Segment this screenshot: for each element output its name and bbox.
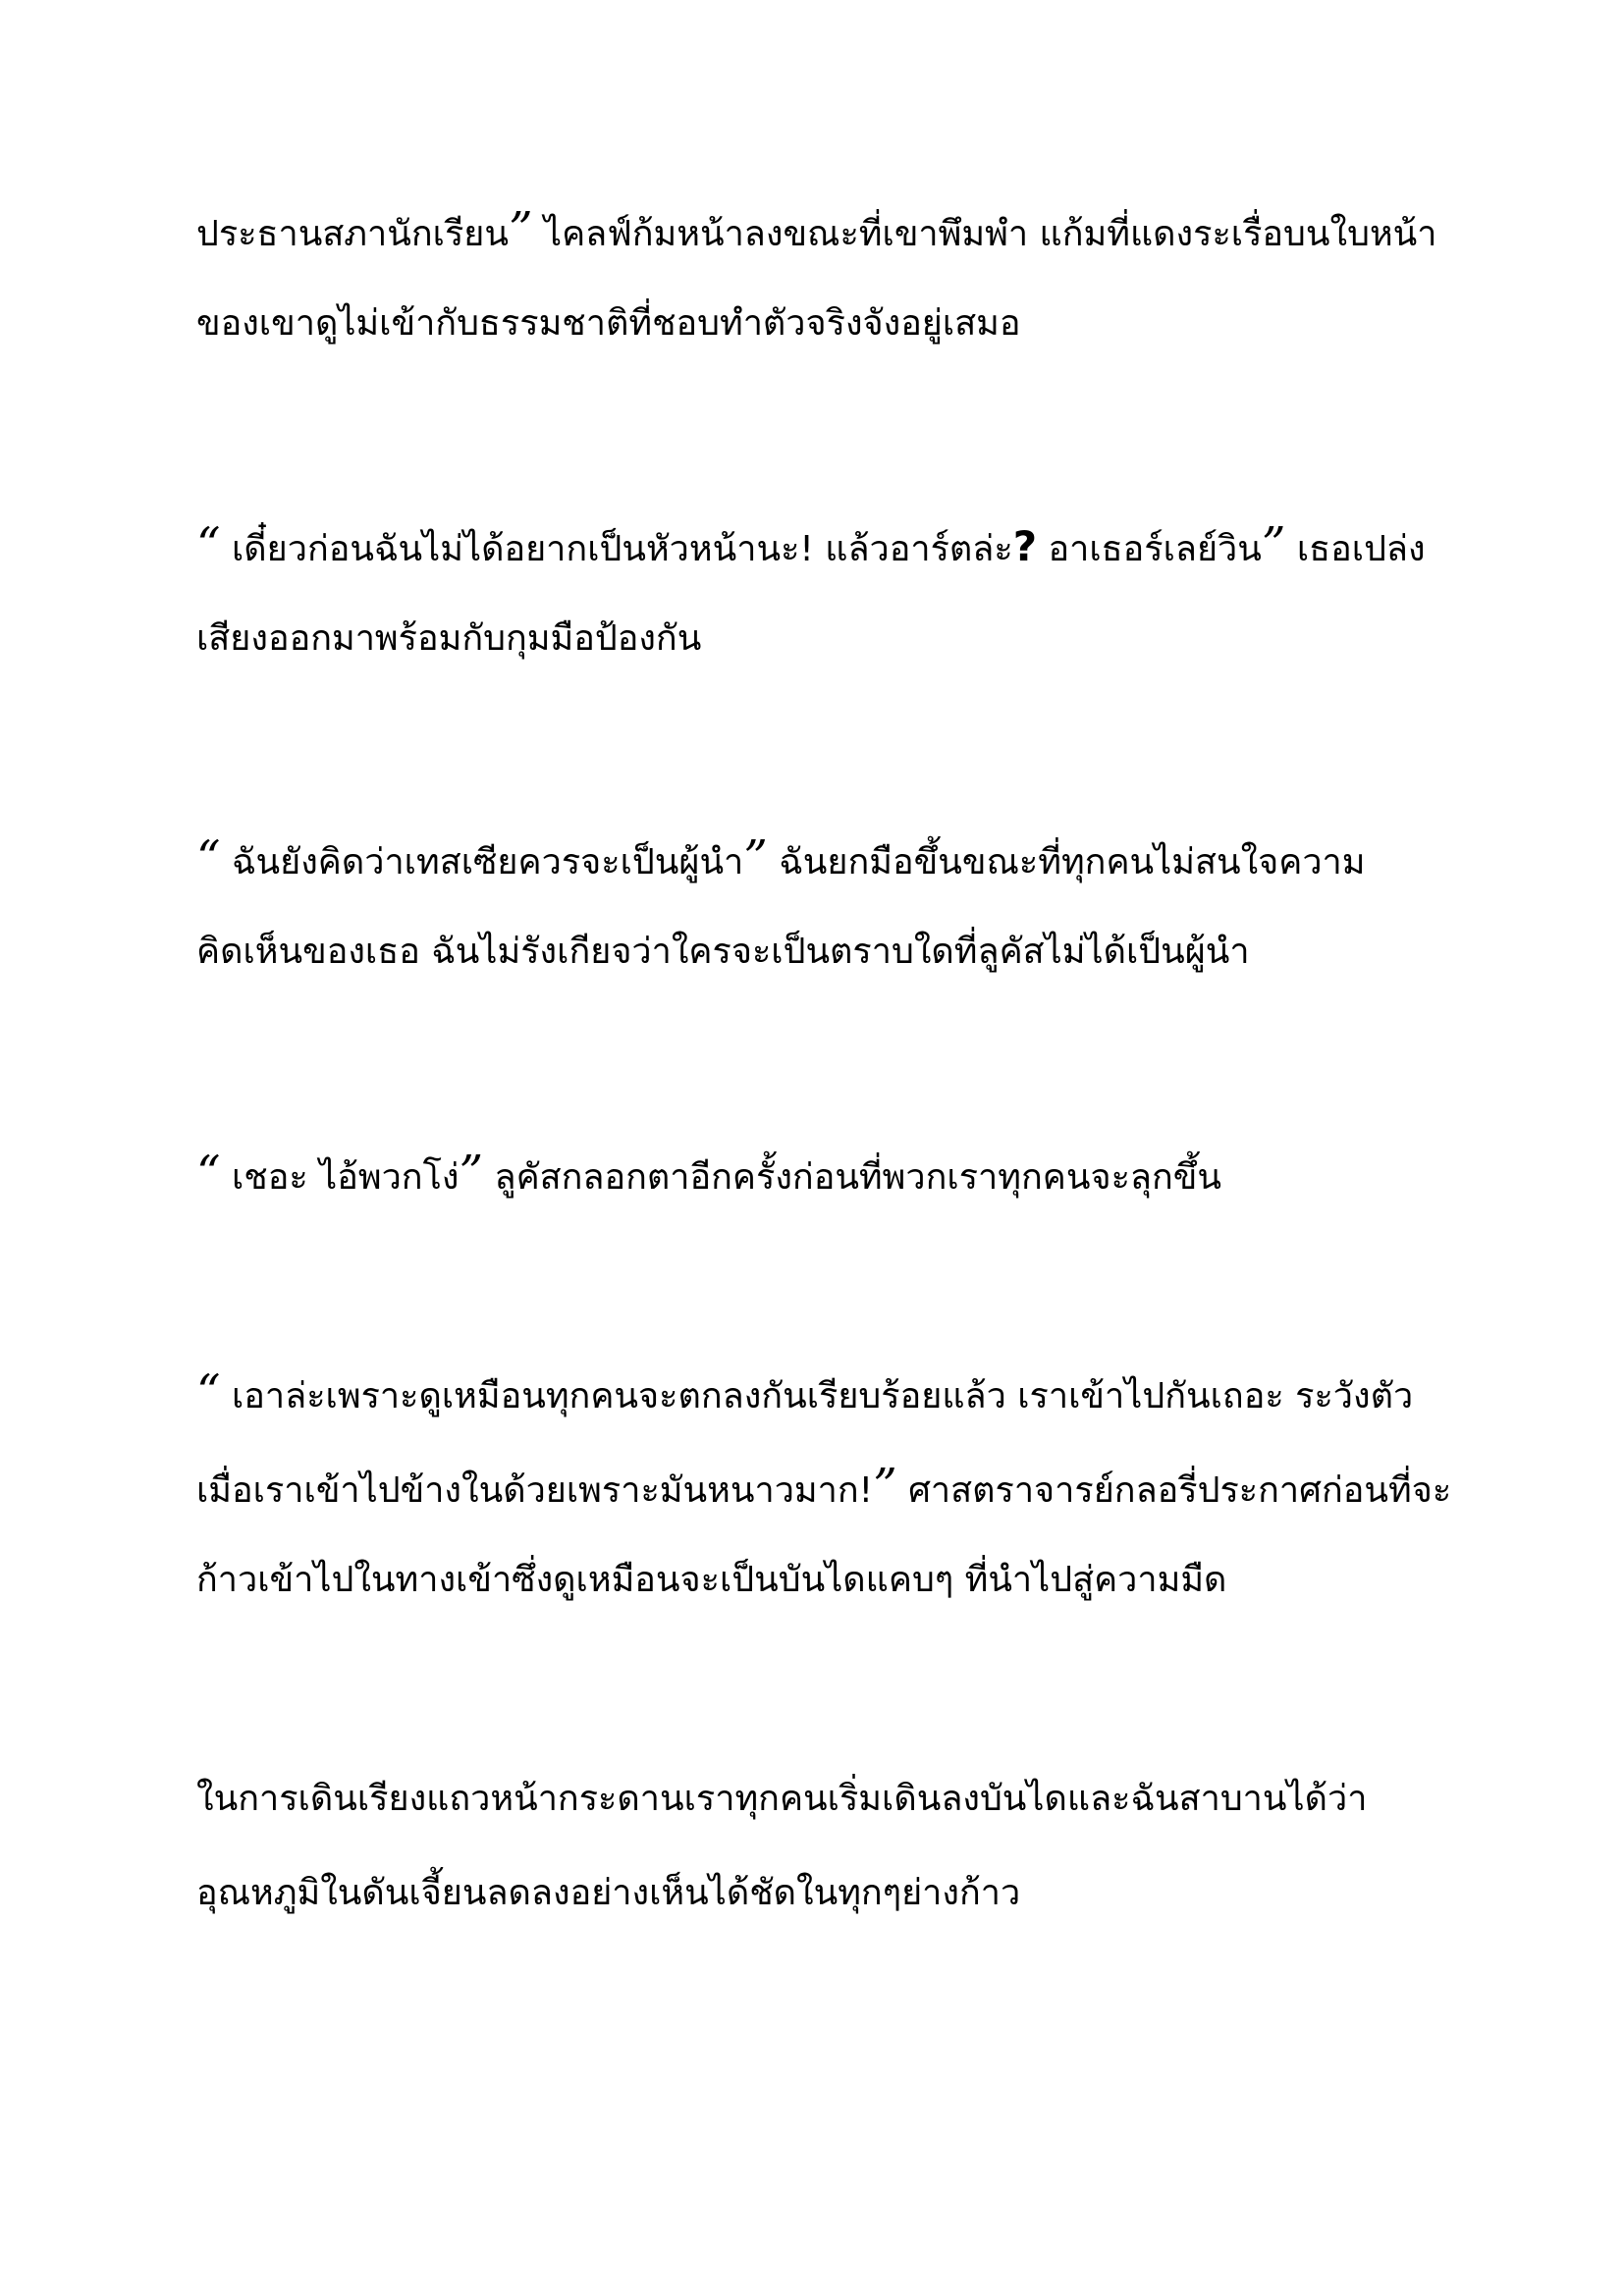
text-line (196, 1533, 1453, 1628)
close-quote: ” (873, 1459, 897, 1514)
close-quote: ” (1261, 517, 1286, 572)
paragraph-4 (196, 1126, 1453, 1220)
text-line (196, 905, 1453, 999)
text-line (196, 498, 1453, 592)
open-quote: “ (196, 1364, 221, 1419)
text-run: อุณหภูมิในดันเจี้ยนลดลงอย่างเห็นได้ชัดในทุกๆย่างก้าว (196, 1873, 1021, 1913)
text-line (196, 1126, 1453, 1220)
close-quote: ” (743, 830, 768, 885)
text-run: เอาล่ะเพราะดูเหมือนทุกคนจะตกลงกันเรียบร้อยแล้ว เราเข้าไปกันเถอะ ระวังตัว (220, 1376, 1414, 1416)
paragraph-3 (196, 811, 1453, 999)
paragraph-5 (196, 1345, 1453, 1628)
text-run: เชอะ ไอ้พวกโง่ (220, 1157, 460, 1198)
text-line (196, 592, 1453, 686)
question-mark: ? (1012, 522, 1038, 570)
open-quote: “ (196, 517, 221, 572)
text-line (196, 1345, 1453, 1439)
text-line (196, 1752, 1453, 1846)
text-run: เมื่อเราเข้าไปข้างในด้วยเพราะมันหนาวมาก! (196, 1470, 874, 1511)
close-quote: ” (459, 1146, 484, 1201)
text-run: เธอเปล่ง (1285, 529, 1426, 569)
text-line (196, 183, 1453, 277)
text-line (196, 277, 1453, 371)
text-run: ก้าวเข้าไปในทางเข้าซึ่งดูเหมือนจะเป็นบันไดแคบๆ ที่นำไปสู่ความมืด (196, 1560, 1227, 1600)
text-run: ประธานสภานักเรียน (196, 214, 509, 254)
text-line (196, 1439, 1453, 1533)
text-run: ไคลฟ์ก้มหน้าลงขณะที่เขาพึมพำ แก้มที่แดงระเรื่อบนใบหน้า (532, 214, 1437, 254)
text-run: ศาสตราจารย์กลอรี่ประกาศก่อนที่จะ (896, 1470, 1452, 1511)
text-line (196, 811, 1453, 905)
open-quote: “ (196, 830, 221, 885)
close-quote: ” (509, 202, 533, 257)
text-run: เดี๋ยวก่อนฉันไม่ได้อยากเป็นหัวหน้านะ! แล้วอาร์ตล่ะ (220, 529, 1013, 569)
text-run: ลูคัสกลอกตาอีกครั้งก่อนที่พวกเราทุกคนจะลุกขึ้น (483, 1157, 1221, 1198)
text-run: คิดเห็นของเธอ ฉันไม่รังเกียจว่าใครจะเป็นตราบใดที่ลูคัสไม่ได้เป็นผู้นำ (196, 932, 1250, 972)
text-run: ฉันยกมือขึ้นขณะที่ทุกคนไม่สนใจความ (767, 842, 1366, 882)
text-run: เสียงออกมาพร้อมกับกุมมือป้องกัน (196, 618, 702, 659)
text-run: ของเขาดูไม่เข้ากับธรรมชาติที่ชอบทำตัวจริงจังอยู่เสมอ (196, 303, 1021, 344)
open-quote: “ (196, 1146, 221, 1201)
text-run: อาเธอร์เลย์วิน (1037, 529, 1262, 569)
text-run: ในการเดินเรียงแถวหน้ากระดานเราทุกคนเริ่มเดินลงบันไดและฉันสาบานได้ว่า (196, 1779, 1368, 1819)
paragraph-2 (196, 498, 1453, 686)
paragraph-1 (196, 183, 1453, 371)
text-run: ฉันยังคิดว่าเทสเซียควรจะเป็นผู้นำ (220, 842, 744, 882)
text-line (196, 1846, 1453, 1941)
paragraph-6 (196, 1752, 1453, 1941)
